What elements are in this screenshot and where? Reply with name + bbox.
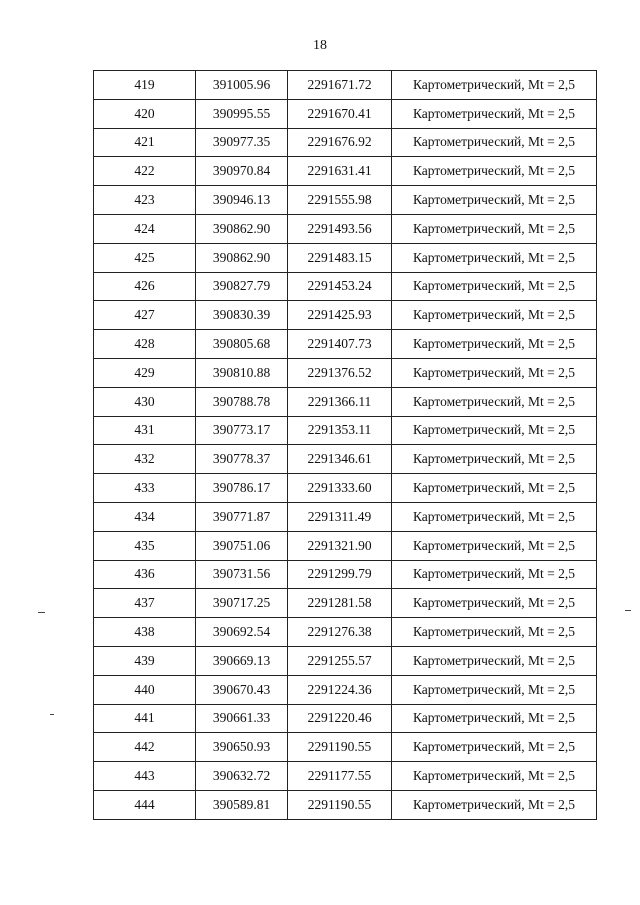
method-cell: Картометрический, Mt = 2,5 [392, 214, 597, 243]
table-row [94, 243, 597, 272]
y-coordinate-cell: 2291555.98 [288, 186, 392, 215]
y-coordinate-cell: 2291671.72 [288, 71, 392, 100]
method-cell: Картометрический, Mt = 2,5 [392, 502, 597, 531]
point-number-cell: 420 [94, 99, 196, 128]
point-number-cell: 432 [94, 445, 196, 474]
table-row [94, 675, 597, 704]
y-coordinate-cell: 2291333.60 [288, 474, 392, 503]
method-cell: Картометрический, Mt = 2,5 [392, 675, 597, 704]
point-number-cell: 428 [94, 330, 196, 359]
point-number-cell: 427 [94, 301, 196, 330]
point-number-cell: 421 [94, 128, 196, 157]
x-coordinate-cell: 390810.88 [196, 358, 288, 387]
y-coordinate-cell: 2291483.15 [288, 243, 392, 272]
point-number-cell: 419 [94, 71, 196, 100]
table-row [94, 618, 597, 647]
method-cell: Картометрический, Mt = 2,5 [392, 243, 597, 272]
method-cell: Картометрический, Mt = 2,5 [392, 416, 597, 445]
table-row [94, 445, 597, 474]
point-number-cell: 434 [94, 502, 196, 531]
table-row [94, 704, 597, 733]
x-coordinate-cell: 390717.25 [196, 589, 288, 618]
point-number-cell: 438 [94, 618, 196, 647]
point-number-cell: 435 [94, 531, 196, 560]
y-coordinate-cell: 2291676.92 [288, 128, 392, 157]
table-row [94, 502, 597, 531]
y-coordinate-cell: 2291407.73 [288, 330, 392, 359]
x-coordinate-cell: 390751.06 [196, 531, 288, 560]
method-cell: Картометрический, Mt = 2,5 [392, 71, 597, 100]
x-coordinate-cell: 390788.78 [196, 387, 288, 416]
method-cell: Картометрический, Mt = 2,5 [392, 387, 597, 416]
y-coordinate-cell: 2291321.90 [288, 531, 392, 560]
method-cell: Картометрический, Mt = 2,5 [392, 301, 597, 330]
y-coordinate-cell: 2291376.52 [288, 358, 392, 387]
point-number-cell: 442 [94, 733, 196, 762]
x-coordinate-cell: 390692.54 [196, 618, 288, 647]
method-cell: Картометрический, Mt = 2,5 [392, 790, 597, 819]
table-row [94, 733, 597, 762]
x-coordinate-cell: 390862.90 [196, 214, 288, 243]
method-cell: Картометрический, Mt = 2,5 [392, 560, 597, 589]
table-row [94, 99, 597, 128]
table-row [94, 358, 597, 387]
table-row [94, 71, 597, 100]
table-row [94, 416, 597, 445]
table-row [94, 474, 597, 503]
point-number-cell: 440 [94, 675, 196, 704]
scan-speck [625, 610, 631, 611]
point-number-cell: 437 [94, 589, 196, 618]
x-coordinate-cell: 390786.17 [196, 474, 288, 503]
method-cell: Картометрический, Mt = 2,5 [392, 733, 597, 762]
y-coordinate-cell: 2291281.58 [288, 589, 392, 618]
table-row [94, 560, 597, 589]
point-number-cell: 425 [94, 243, 196, 272]
table-row [94, 387, 597, 416]
point-number-cell: 431 [94, 416, 196, 445]
point-number-cell: 439 [94, 646, 196, 675]
point-number-cell: 424 [94, 214, 196, 243]
y-coordinate-cell: 2291493.56 [288, 214, 392, 243]
method-cell: Картометрический, Mt = 2,5 [392, 330, 597, 359]
table-row [94, 589, 597, 618]
x-coordinate-cell: 390970.84 [196, 157, 288, 186]
point-number-cell: 429 [94, 358, 196, 387]
point-number-cell: 433 [94, 474, 196, 503]
table-row [94, 186, 597, 215]
scan-speck [50, 714, 54, 715]
x-coordinate-cell: 390995.55 [196, 99, 288, 128]
table-row [94, 531, 597, 560]
table-row [94, 157, 597, 186]
x-coordinate-cell: 390773.17 [196, 416, 288, 445]
x-coordinate-cell: 390661.33 [196, 704, 288, 733]
point-number-cell: 436 [94, 560, 196, 589]
y-coordinate-cell: 2291190.55 [288, 790, 392, 819]
point-number-cell: 426 [94, 272, 196, 301]
y-coordinate-cell: 2291177.55 [288, 762, 392, 791]
page-number: 18 [313, 38, 327, 53]
table-row [94, 330, 597, 359]
method-cell: Картометрический, Mt = 2,5 [392, 445, 597, 474]
point-number-cell: 422 [94, 157, 196, 186]
table-row [94, 272, 597, 301]
point-number-cell: 423 [94, 186, 196, 215]
x-coordinate-cell: 390827.79 [196, 272, 288, 301]
method-cell: Картометрический, Mt = 2,5 [392, 99, 597, 128]
point-number-cell: 444 [94, 790, 196, 819]
table-row [94, 646, 597, 675]
y-coordinate-cell: 2291670.41 [288, 99, 392, 128]
y-coordinate-cell: 2291220.46 [288, 704, 392, 733]
x-coordinate-cell: 390589.81 [196, 790, 288, 819]
x-coordinate-cell: 390669.13 [196, 646, 288, 675]
x-coordinate-cell: 390805.68 [196, 330, 288, 359]
x-coordinate-cell: 390862.90 [196, 243, 288, 272]
table-row [94, 214, 597, 243]
method-cell: Картометрический, Mt = 2,5 [392, 762, 597, 791]
coordinates-table-body [94, 71, 597, 820]
x-coordinate-cell: 391005.96 [196, 71, 288, 100]
coordinates-table [93, 70, 597, 820]
method-cell: Картометрический, Mt = 2,5 [392, 589, 597, 618]
scan-speck [38, 612, 45, 613]
y-coordinate-cell: 2291366.11 [288, 387, 392, 416]
point-number-cell: 441 [94, 704, 196, 733]
method-cell: Картометрический, Mt = 2,5 [392, 157, 597, 186]
x-coordinate-cell: 390946.13 [196, 186, 288, 215]
method-cell: Картометрический, Mt = 2,5 [392, 646, 597, 675]
y-coordinate-cell: 2291346.61 [288, 445, 392, 474]
point-number-cell: 443 [94, 762, 196, 791]
x-coordinate-cell: 390632.72 [196, 762, 288, 791]
y-coordinate-cell: 2291255.57 [288, 646, 392, 675]
x-coordinate-cell: 390670.43 [196, 675, 288, 704]
table-row [94, 301, 597, 330]
table-row [94, 790, 597, 819]
x-coordinate-cell: 390778.37 [196, 445, 288, 474]
y-coordinate-cell: 2291299.79 [288, 560, 392, 589]
table-row [94, 762, 597, 791]
point-number-cell: 430 [94, 387, 196, 416]
y-coordinate-cell: 2291353.11 [288, 416, 392, 445]
method-cell: Картометрический, Mt = 2,5 [392, 272, 597, 301]
method-cell: Картометрический, Mt = 2,5 [392, 128, 597, 157]
x-coordinate-cell: 390830.39 [196, 301, 288, 330]
method-cell: Картометрический, Mt = 2,5 [392, 618, 597, 647]
y-coordinate-cell: 2291311.49 [288, 502, 392, 531]
method-cell: Картометрический, Mt = 2,5 [392, 474, 597, 503]
y-coordinate-cell: 2291190.55 [288, 733, 392, 762]
x-coordinate-cell: 390731.56 [196, 560, 288, 589]
y-coordinate-cell: 2291224.36 [288, 675, 392, 704]
method-cell: Картометрический, Mt = 2,5 [392, 531, 597, 560]
y-coordinate-cell: 2291425.93 [288, 301, 392, 330]
method-cell: Картометрический, Mt = 2,5 [392, 704, 597, 733]
x-coordinate-cell: 390650.93 [196, 733, 288, 762]
y-coordinate-cell: 2291631.41 [288, 157, 392, 186]
y-coordinate-cell: 2291276.38 [288, 618, 392, 647]
table-row [94, 128, 597, 157]
x-coordinate-cell: 390771.87 [196, 502, 288, 531]
method-cell: Картометрический, Mt = 2,5 [392, 186, 597, 215]
method-cell: Картометрический, Mt = 2,5 [392, 358, 597, 387]
x-coordinate-cell: 390977.35 [196, 128, 288, 157]
y-coordinate-cell: 2291453.24 [288, 272, 392, 301]
